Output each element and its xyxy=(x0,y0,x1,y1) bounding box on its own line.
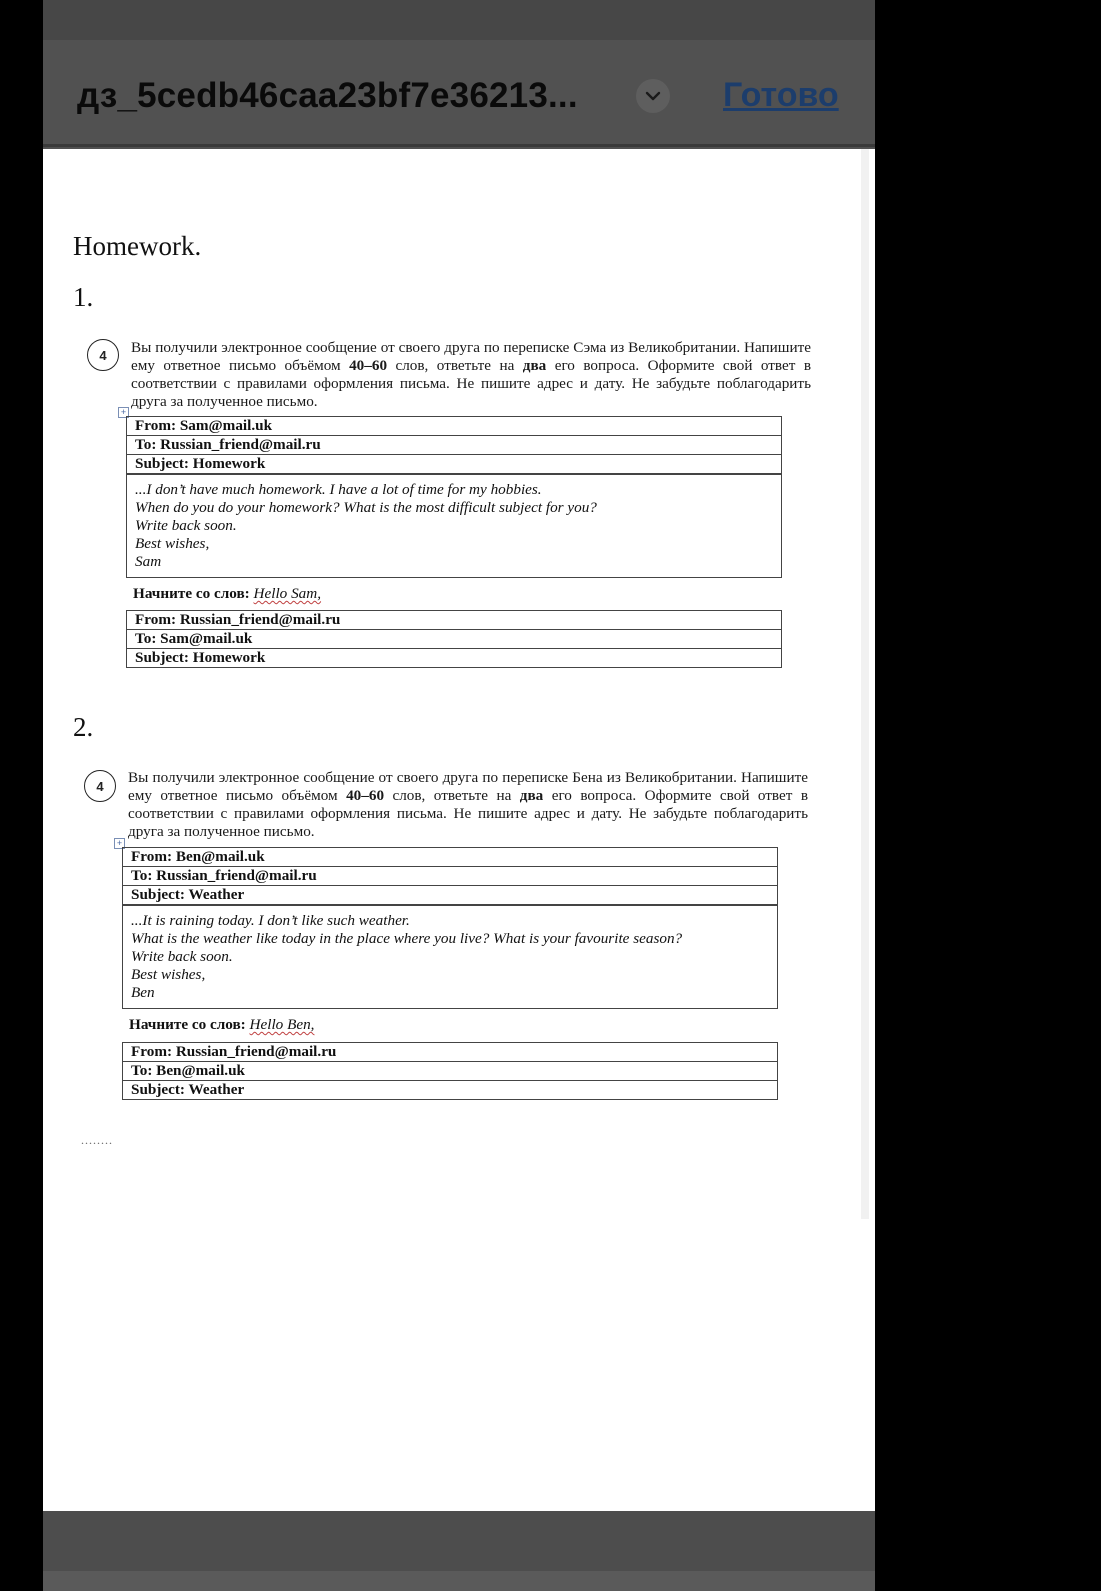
page-heading: Homework. xyxy=(73,231,202,261)
reply-subject: Subject: Homework xyxy=(135,649,266,666)
reply-to: To: Sam@mail.uk xyxy=(127,630,781,649)
bottom-toolbar xyxy=(43,1511,875,1571)
status-area xyxy=(43,0,875,40)
word-count: 40–60 xyxy=(349,357,388,374)
email-line: Best wishes, xyxy=(135,535,210,552)
email-line: ...I don’t have much homework. I have a lot of time for my hobbies. xyxy=(135,481,542,498)
title-menu-button[interactable] xyxy=(636,79,670,113)
email-line: Write back soon. xyxy=(135,517,237,534)
task-number-badge: 4 xyxy=(84,770,116,802)
reply-from: From: Russian_friend@mail.ru xyxy=(127,611,781,630)
reply-from: From: Russian_friend@mail.ru xyxy=(123,1043,777,1062)
start-label: Начните со слов: xyxy=(133,585,254,602)
email-line: Sam xyxy=(135,553,162,570)
email-line: ...It is raining today. I don’t like such weather. xyxy=(131,912,410,929)
reply-subject: Subject: Weather xyxy=(131,1081,245,1098)
scrollbar[interactable] xyxy=(861,149,869,1219)
toolbar-divider xyxy=(43,144,875,147)
top-toolbar xyxy=(43,0,875,146)
email-subject: Subject: Homework xyxy=(127,455,781,474)
start-phrase-line xyxy=(133,585,321,603)
email-from: From: Sam@mail.uk xyxy=(127,417,781,436)
task-number-badge: 4 xyxy=(87,339,119,371)
done-button[interactable]: Готово xyxy=(723,76,839,114)
instruction-text: его вопроса. Оформите свой ответ в соответствии с правилами оформления письма. Не пишите адрес и дату. Не забудьте поблагодарить друга за полученное письмо. xyxy=(131,357,812,410)
instruction-text: его вопроса. Оформите свой ответ в соответствии с правилами оформления письма. Не пишите адрес и дату. Не забудьте поблагодарить друга за полученное письмо. xyxy=(128,787,809,840)
start-phrase: Hello Sam, xyxy=(253,585,322,602)
email-body xyxy=(127,474,781,577)
email-line: Write back soon. xyxy=(131,948,233,965)
document-page[interactable] xyxy=(43,149,875,1511)
start-phrase-line xyxy=(129,1016,314,1034)
instruction-text: слов, ответьте на xyxy=(384,787,520,804)
incoming-email-table xyxy=(122,847,778,1009)
task-number: 2. xyxy=(73,712,94,742)
word-count: 40–60 xyxy=(346,787,385,804)
question-count: два xyxy=(522,357,547,374)
email-to: To: Russian_friend@mail.ru xyxy=(123,867,777,886)
instruction-text: Вы получили электронное сообщение от своего друга по переписке Сэма из Великобритании. Напишите ему ответное письмо объёмом xyxy=(131,339,811,374)
email-line: What is the weather like today in the place where you live? What is your favourite season? xyxy=(131,930,683,947)
chevron-down-icon xyxy=(645,91,661,101)
incoming-email-table xyxy=(126,416,782,578)
email-body xyxy=(123,905,777,1008)
reply-email-table xyxy=(122,1042,778,1100)
task-instruction xyxy=(131,339,811,411)
trailing-dots: ........ xyxy=(81,1133,113,1147)
email-line: Ben xyxy=(131,984,155,1001)
home-indicator-area xyxy=(43,1571,875,1591)
email-line: Best wishes, xyxy=(131,966,206,983)
email-from: From: Ben@mail.uk xyxy=(123,848,777,867)
email-to: To: Russian_friend@mail.ru xyxy=(127,436,781,455)
instruction-text: слов, ответьте на xyxy=(387,357,523,374)
start-label: Начните со слов: xyxy=(129,1016,250,1033)
task-instruction xyxy=(128,769,808,841)
document-title[interactable]: дз_5cedb46caa23bf7e36213... xyxy=(77,76,578,115)
question-count: два xyxy=(519,787,544,804)
reply-email-table xyxy=(126,610,782,668)
email-subject: Subject: Weather xyxy=(123,886,777,905)
instruction-text: Вы получили электронное сообщение от своего друга по переписке Бена из Великобритании. Напишите ему ответное письмо объёмом xyxy=(128,769,808,804)
table-move-handle-icon[interactable]: + xyxy=(114,838,125,849)
document-viewer xyxy=(43,0,875,1591)
email-line: When do you do your homework? What is the most difficult subject for you? xyxy=(135,499,597,516)
table-move-handle-icon[interactable]: + xyxy=(118,407,129,418)
task-number: 1. xyxy=(73,282,94,312)
reply-to: To: Ben@mail.uk xyxy=(123,1062,777,1081)
start-phrase: Hello Ben, xyxy=(249,1016,315,1033)
